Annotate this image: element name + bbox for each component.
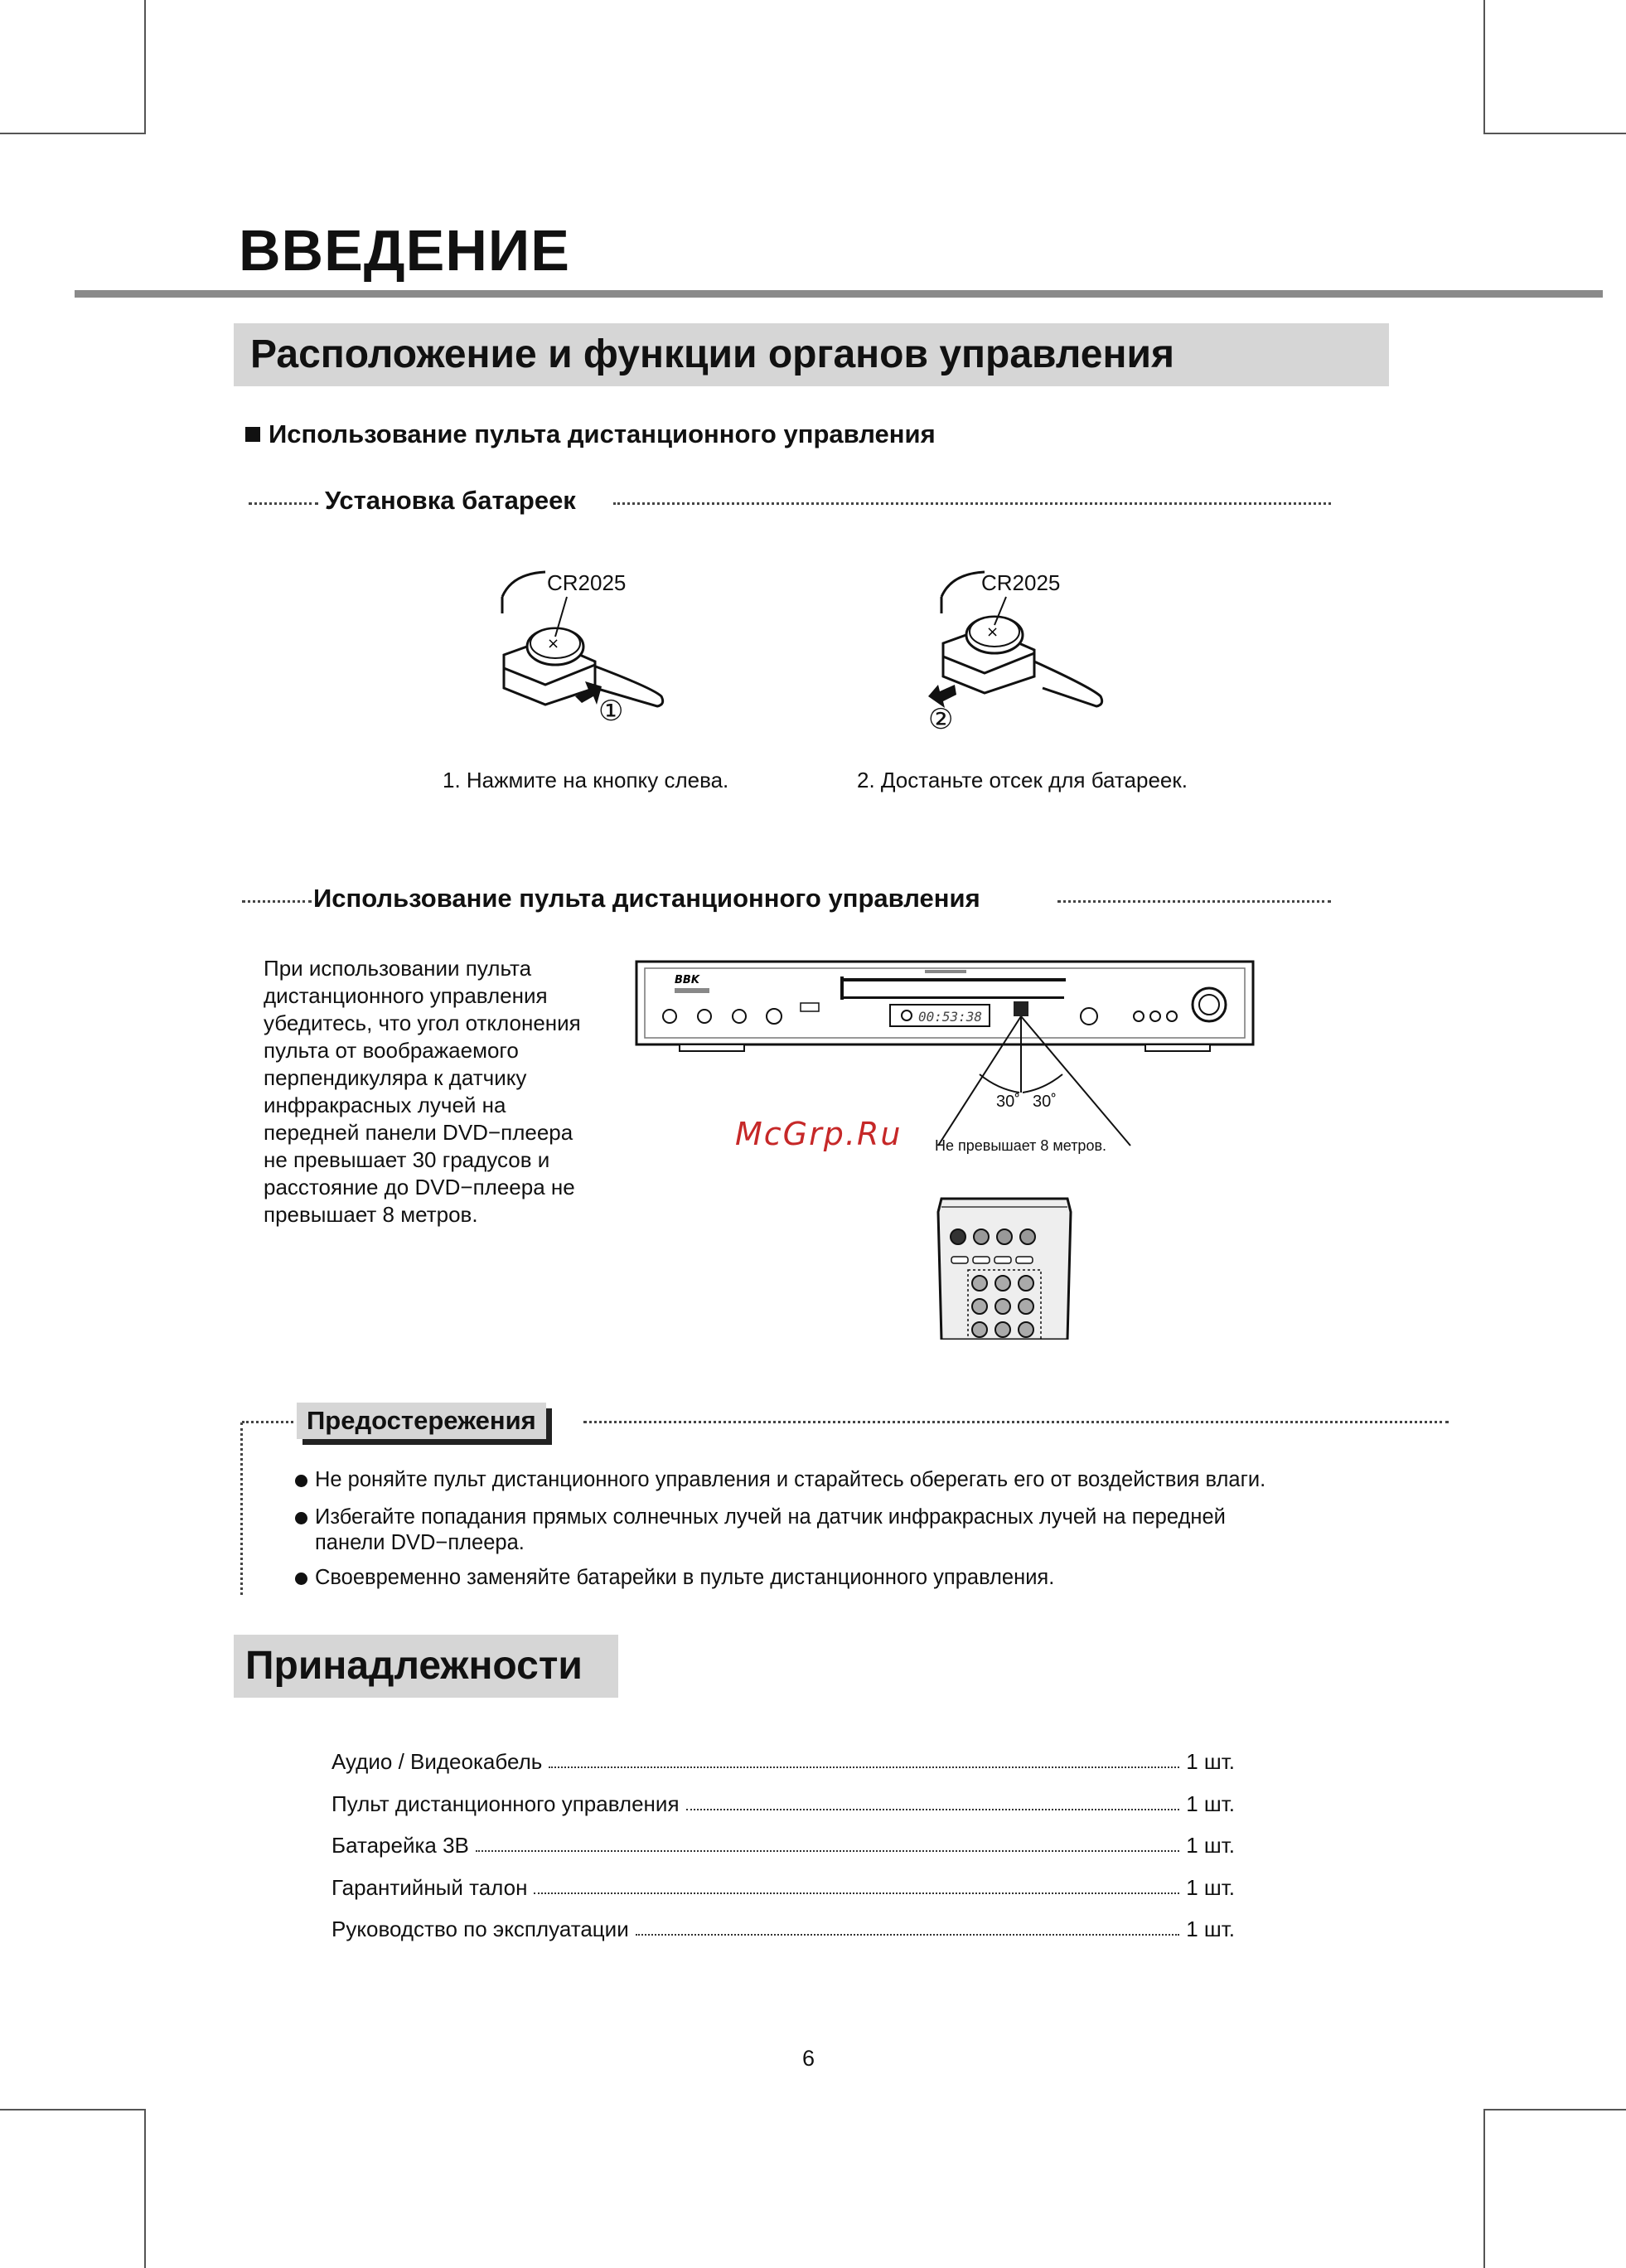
dotted-leader	[249, 502, 318, 505]
crop-mark	[0, 2109, 146, 2110]
svg-text:×: ×	[986, 623, 999, 641]
crop-mark	[144, 2109, 146, 2268]
caution-item: Не роняйте пульт дистанционного управления и старайтесь оберегать его от воздействия влаги.	[295, 1467, 1389, 1493]
crop-mark	[1483, 0, 1485, 134]
cautions-heading: Предостережения	[297, 1403, 546, 1439]
bullet-icon	[295, 1512, 307, 1524]
dot-leader	[476, 1833, 1179, 1852]
title-rule	[75, 290, 1603, 298]
bullet-icon	[295, 1573, 307, 1585]
display-readout: 00:53:38	[918, 1009, 983, 1025]
watermark: McGrp.Ru	[735, 1116, 903, 1152]
square-bullet-icon	[245, 427, 260, 442]
crop-mark	[0, 133, 146, 134]
dotted-leader	[240, 1422, 243, 1595]
battery-label-2: CR2025	[981, 570, 1061, 595]
dotted-leader	[1057, 900, 1331, 903]
crop-mark	[1483, 2109, 1626, 2110]
dot-leader	[534, 1875, 1179, 1894]
svg-text:×: ×	[547, 635, 560, 652]
dot-leader	[636, 1917, 1179, 1936]
accessory-row: Гарантийный талон 1 шт.	[331, 1875, 1235, 1900]
bullet-icon	[295, 1475, 307, 1487]
page-title: ВВЕДЕНИЕ	[239, 218, 570, 283]
step-2-marker: ②	[928, 704, 954, 735]
accessory-row: Аудио / Видеокабель 1 шт.	[331, 1749, 1235, 1774]
distance-label: Не превышает 8 метров.	[935, 1137, 1107, 1154]
section-banner-accessories: Принадлежности	[234, 1635, 618, 1698]
usage-paragraph: При использовании пульта дистанционного управления убедитесь, что угол отклонения пульта от воображаемого перпендикуляра к датчику инфракрасных лучей на передней панели DVD−плеера не превышает 30 градусов и расстояние до DVD−плеера не превышает 8 метров.	[264, 956, 581, 1227]
battery-label-1: CR2025	[547, 570, 627, 595]
section-banner-controls: Расположение и функции органов управления	[234, 323, 1389, 386]
subsection-title: Использование пульта дистанционного управления	[245, 419, 936, 449]
crop-mark	[1483, 133, 1626, 134]
svg-text:BBK: BBK	[675, 974, 699, 986]
crop-mark	[1483, 2109, 1485, 2268]
step-1-marker: ①	[598, 695, 624, 727]
accessory-row: Пульт дистанционного управления 1 шт.	[331, 1791, 1235, 1816]
battery-caption-1: 1. Нажмите на кнопку слева.	[443, 768, 729, 792]
crop-mark	[144, 0, 146, 134]
battery-heading: Установка батареек	[325, 486, 576, 515]
usage-heading: Использование пульта дистанционного управления	[313, 884, 980, 913]
caution-item: Избегайте попадания прямых солнечных лучей на датчик инфракрасных лучей на передней панели DVD−плеера.	[295, 1505, 1389, 1556]
dot-leader	[549, 1749, 1179, 1768]
dotted-leader	[242, 900, 312, 903]
angle-label-right: 30˚	[1033, 1093, 1057, 1111]
page-number: 6	[802, 2046, 815, 2071]
battery-caption-2: 2. Достаньте отсек для батареек.	[857, 768, 1188, 792]
dot-leader	[686, 1791, 1180, 1810]
dotted-leader	[242, 1421, 293, 1423]
accessory-row: Батарейка 3В 1 шт.	[331, 1833, 1235, 1858]
dotted-leader	[613, 502, 1331, 505]
angle-label-left: 30˚	[996, 1093, 1020, 1111]
dotted-leader	[583, 1421, 1449, 1423]
accessory-row: Руководство по эксплуатации 1 шт.	[331, 1917, 1235, 1941]
caution-item: Своевременно заменяйте батарейки в пульте дистанционного управления.	[295, 1565, 1389, 1591]
